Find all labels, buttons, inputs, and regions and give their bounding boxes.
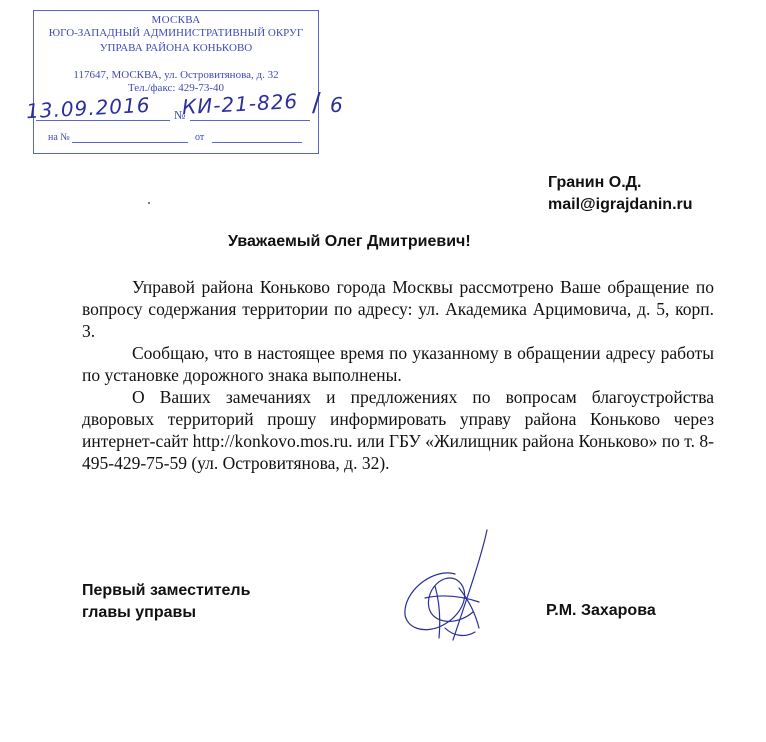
recipient-block bbox=[548, 172, 693, 216]
paragraph-review: Управой района Коньково города Москвы рассмотрено Ваше обращение по вопросу содержания территории по адресу: ул. Академика Арцимовича, д. 5, корп. 3. bbox=[82, 277, 714, 341]
stray-mark bbox=[148, 202, 150, 204]
handwritten-date: 13.09.2016 bbox=[25, 92, 152, 124]
signatory-title-line1: Первый заместитель bbox=[82, 582, 251, 599]
stamp-phone: Тел./факс: 429-73-40 bbox=[127, 82, 225, 94]
signatory-name: Р.М. Захарова bbox=[546, 602, 656, 619]
stamp-district: ЮГО-ЗАПАДНЫЙ АДМИНИСТРАТИВНЫЙ ОКРУГ bbox=[48, 27, 304, 39]
number-sign: № bbox=[174, 108, 186, 122]
official-stamp bbox=[25, 10, 343, 154]
stamp-address: 117647, МОСКВА, ул. Островитянова, д. 32 bbox=[73, 69, 279, 81]
handwritten-suffix: 6 bbox=[330, 93, 343, 117]
from-label: от bbox=[195, 132, 205, 143]
handwritten-signature bbox=[395, 528, 505, 658]
ref-label: на № bbox=[48, 132, 70, 143]
signatory-title bbox=[82, 580, 250, 624]
ref-underline bbox=[72, 142, 188, 143]
stamp-city: МОСКВА bbox=[151, 14, 201, 26]
stamp-organization: УПРАВА РАЙОНА КОНЬКОВО bbox=[99, 42, 253, 54]
number-underline bbox=[190, 120, 310, 121]
recipient-email: mail@igrajdanin.ru bbox=[548, 196, 693, 213]
letter-body bbox=[82, 276, 714, 474]
handwritten-number: КИ-21-826 bbox=[181, 88, 299, 120]
paragraph-result: Сообщаю, что в настоящее время по указанному в обращении адресу работы по установке дорожного знака выполнены. bbox=[82, 343, 714, 385]
salutation: Уважаемый Олег Дмитриевич! bbox=[228, 233, 471, 250]
handwritten-slash: / bbox=[312, 88, 321, 118]
recipient-name: Гранин О.Д. bbox=[548, 174, 642, 191]
paragraph-contacts: О Ваших замечаниях и предложениях по вопросам благоустройства дворовых территорий прошу информировать управу района Коньково через интернет-сайт http://konkovo.mos.ru. или ГБУ «Жилищник района Коньково» по т. 8-495-429-75-59 (ул. Островитянова, д. 32). bbox=[82, 387, 714, 473]
from-underline bbox=[212, 142, 302, 143]
signatory-title-line2: главы управы bbox=[82, 604, 197, 621]
